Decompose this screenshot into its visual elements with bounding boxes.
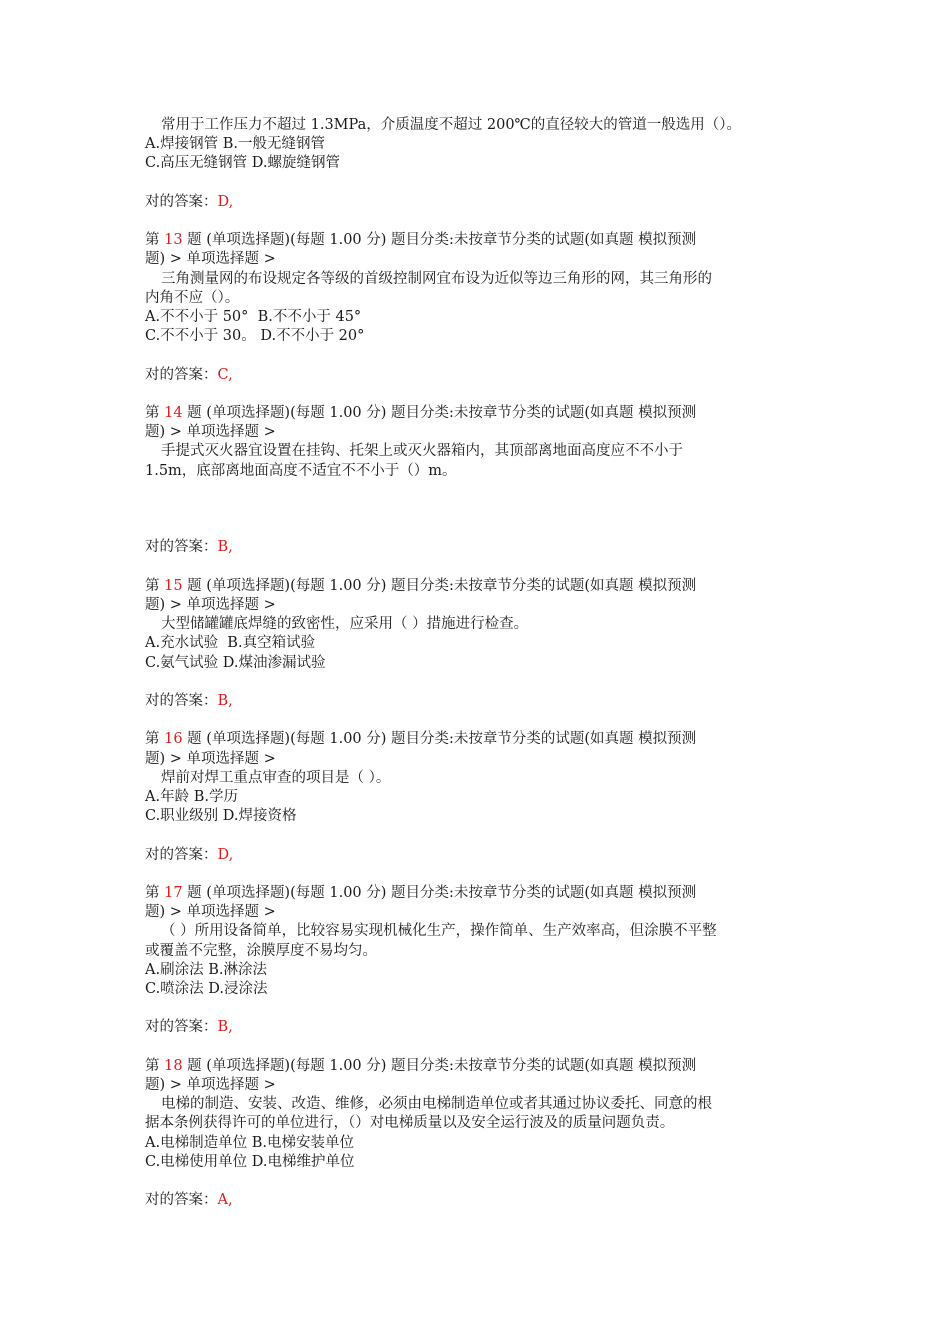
question-stem-line-2: 据本条例获得许可的单位进行，（）对电梯质量以及安全运行波及的质量问题负责。 [145, 1115, 675, 1132]
answer-label: 对的答案： [145, 1019, 218, 1036]
question-number: 16 [164, 731, 183, 748]
answer-line [145, 1018, 815, 1037]
question-number: 15 [164, 577, 183, 594]
options-cd: C.不不小于 30。 D.不不小于 20° [145, 328, 365, 345]
question-header-text: 题 (单项选择题)(每题 1.00 分) 题目分类:未按章节分类的试题(如真题 模拟预测 [187, 1057, 697, 1074]
exam-document [145, 116, 815, 1210]
question-number: 14 [164, 404, 183, 421]
question-stem-line-2: 内角不应（）。 [145, 289, 240, 306]
question-15 [145, 577, 815, 711]
question-stem-line-2: 1.5m，底部离地面高度不适宜不不小于（）m。 [145, 462, 457, 479]
answer-line [145, 692, 815, 711]
answer-label: 对的答案： [145, 846, 218, 863]
question-18 [145, 1057, 815, 1211]
question-header [145, 730, 815, 749]
options-ab: A.刷涂法 B.淋涂法 [145, 961, 267, 978]
answer-label: 对的答案： [145, 539, 218, 556]
question-category: 题) > 单项选择题 > [145, 251, 276, 268]
answer-value: C, [217, 366, 233, 383]
question-stem: 常用于工作压力不超过 1.3MPa，介质温度不超过 200℃的直径较大的管道一般选用（）。 [161, 117, 742, 133]
answer-value: B, [217, 539, 233, 556]
question-header [145, 231, 815, 250]
answer-line [145, 846, 815, 865]
answer-value: B, [217, 1019, 233, 1036]
answer-value: A, [217, 1192, 233, 1209]
answer-line [145, 1191, 815, 1210]
question-header-text: 题 (单项选择题)(每题 1.00 分) 题目分类:未按章节分类的试题(如真题 模拟预测 [187, 404, 697, 421]
question-header-text: 题 (单项选择题)(每题 1.00 分) 题目分类:未按章节分类的试题(如真题 模拟预测 [187, 577, 697, 594]
answer-value: D, [217, 193, 234, 210]
question-number: 13 [164, 232, 183, 249]
answer-label: 对的答案： [145, 366, 218, 383]
options-ab: A.不不小于 50° B.不不小于 45° [145, 309, 362, 325]
answer-value: D, [217, 846, 234, 863]
question-stem-line-1: （ ）所用设备简单，比较容易实现机械化生产，操作简单、生产效率高，但涂膜不平整 [161, 923, 717, 940]
question-header-text: 题 (单项选择题)(每题 1.00 分) 题目分类:未按章节分类的试题(如真题 模拟预测 [187, 884, 697, 901]
answer-label: 对的答案： [145, 1192, 218, 1209]
options-ab: A.年龄 B.学历 [145, 788, 238, 805]
question-category: 题) > 单项选择题 > [145, 596, 276, 613]
question-number: 18 [164, 1057, 183, 1074]
options-ab: A.电梯制造单位 B.电梯安装单位 [145, 1134, 354, 1151]
question-prefix: 第 [145, 1057, 160, 1074]
question-16 [145, 730, 815, 864]
answer-line [145, 538, 815, 557]
options-cd: C.喷涂法 D.浸涂法 [145, 980, 268, 997]
question-stem-line-1: 三角测量网的布设规定各等级的首级控制网宜布设为近似等边三角形的网，其三角形的 [161, 270, 712, 287]
question-17 [145, 884, 815, 1038]
question-stem: 大型储罐罐底焊缝的致密性，应采用（ ）措施进行检查。 [161, 616, 529, 633]
question-category: 题) > 单项选择题 > [145, 904, 276, 921]
question-category: 题) > 单项选择题 > [145, 424, 276, 441]
question-header-text: 题 (单项选择题)(每题 1.00 分) 题目分类:未按章节分类的试题(如真题 模拟预测 [187, 232, 697, 249]
answer-line [145, 366, 815, 385]
question-category: 题) > 单项选择题 > [145, 750, 276, 767]
answer-label: 对的答案： [145, 692, 218, 709]
question-prefix: 第 [145, 404, 160, 421]
question-stem-line-1: 手提式灭火器宜设置在挂钩、托架上或灭火器箱内，其顶部离地面高度应不不小于 [161, 443, 683, 460]
options-cd: C.电梯使用单位 D.电梯维护单位 [145, 1153, 355, 1170]
question-prefix: 第 [145, 232, 160, 249]
question-12 [145, 116, 815, 212]
answer-value: B, [217, 692, 233, 709]
options-cd: C.职业级别 D.焊接资格 [145, 808, 297, 825]
question-category: 题) > 单项选择题 > [145, 1076, 276, 1093]
question-header [145, 1057, 815, 1076]
question-prefix: 第 [145, 731, 160, 748]
question-header [145, 884, 815, 903]
question-prefix: 第 [145, 884, 160, 901]
question-13 [145, 231, 815, 385]
answer-line [145, 193, 815, 212]
question-stem: 焊前对焊工重点审查的项目是（ ）。 [161, 769, 391, 786]
options-ab: A.充水试验 B.真空箱试验 [145, 635, 316, 652]
options-cd: C.氨气试验 D.煤油渗漏试验 [145, 654, 326, 671]
question-number: 17 [164, 884, 183, 901]
question-14 [145, 404, 815, 558]
question-header [145, 404, 815, 423]
options-cd: C.高压无缝钢管 D.螺旋缝钢管 [145, 155, 341, 172]
question-stem-line-2: 或覆盖不完整，涂膜厚度不易均匀。 [145, 942, 377, 959]
question-stem-line-1: 电梯的制造、安装、改造、维修，必须由电梯制造单位或者其通过协议委托、同意的根 [161, 1096, 712, 1113]
options-ab: A.焊接钢管 B.一般无缝钢管 [145, 136, 325, 153]
question-header [145, 577, 815, 596]
question-prefix: 第 [145, 577, 160, 594]
question-header-text: 题 (单项选择题)(每题 1.00 分) 题目分类:未按章节分类的试题(如真题 模拟预测 [187, 731, 697, 748]
answer-label: 对的答案： [145, 193, 218, 210]
